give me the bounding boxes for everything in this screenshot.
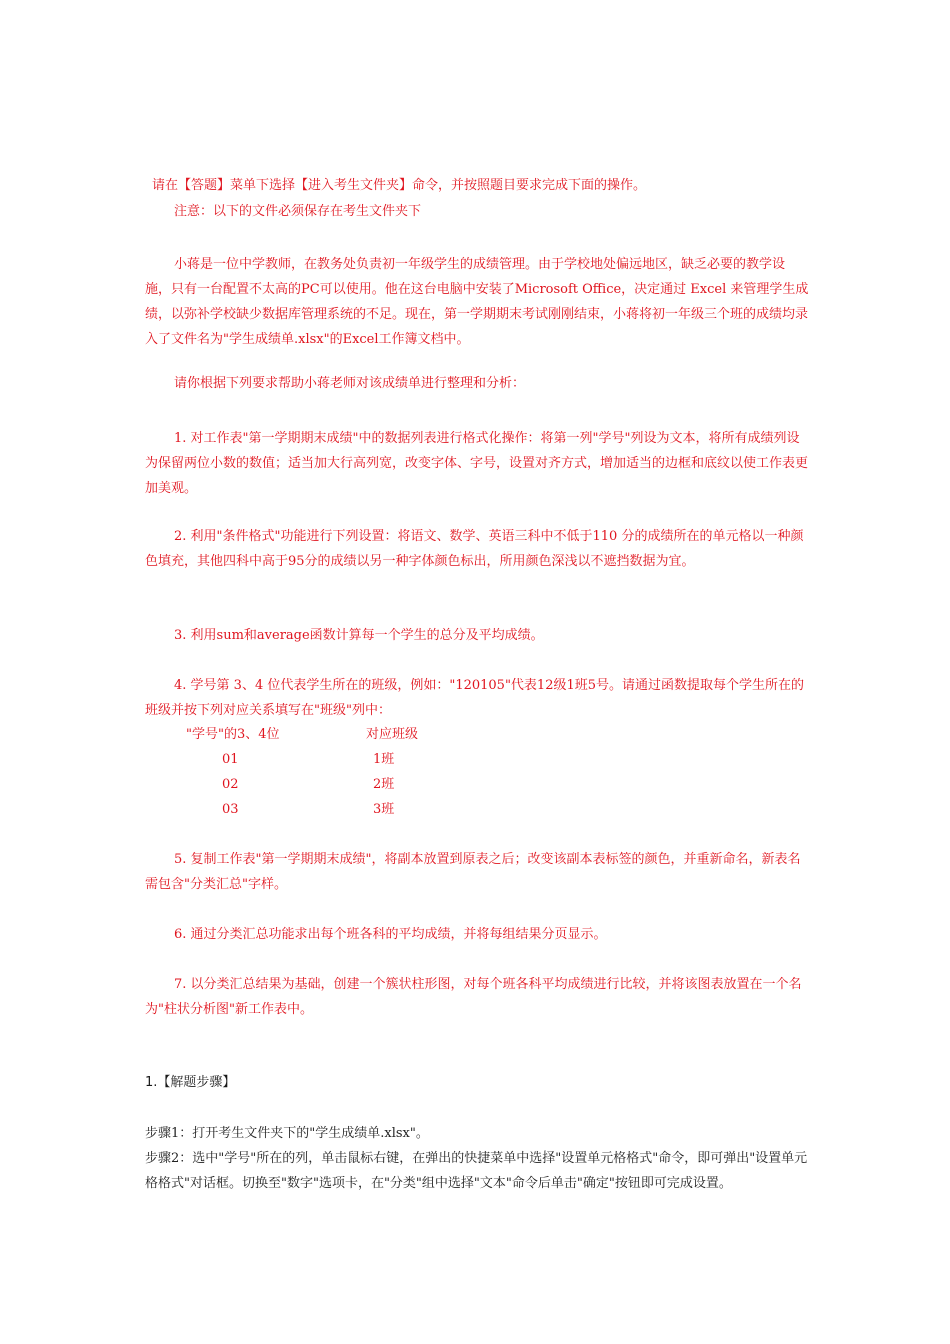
- table-header-class: 对应班级: [366, 727, 419, 742]
- task-5: 5. 复制工作表"第一学期期末成绩"，将副本放置到原表之后；改变该副本表标签的颜色，并重新命名，新表名需包含"分类汇总"字样。: [145, 852, 801, 892]
- table-cell-code: 02: [222, 777, 239, 792]
- task-3: 3. 利用sum和average函数计算每一个学生的总分及平均成绩。: [174, 628, 544, 643]
- table-cell-code: 03: [222, 802, 239, 817]
- solution-step-2: 步骤2：选中"学号"所在的列，单击鼠标右键，在弹出的快捷菜单中选择"设置单元格格式"命令，即可弹出"设置单元格格式"对话框。切换至"数字"选项卡，在"分类"组中选择"文本"命令后单击"确定"按钮即可完成设置。: [145, 1151, 808, 1191]
- task-6: 6. 通过分类汇总功能求出每个班各科的平均成绩，并将每组结果分页显示。: [174, 927, 607, 942]
- solution-step-1: 步骤1：打开考生文件夹下的"学生成绩单.xlsx"。: [145, 1126, 429, 1141]
- table-cell-code: 01: [222, 752, 239, 767]
- notice-line: 注意：以下的文件必须保存在考生文件夹下: [174, 204, 422, 219]
- table-header-code: "学号"的3、4位: [186, 727, 280, 742]
- task-7: 7. 以分类汇总结果为基础，创建一个簇状柱形图，对每个班各科平均成绩进行比较，并将该图表放置在一个名为"柱状分析图"新工作表中。: [145, 977, 802, 1017]
- intro-paragraph: 小蒋是一位中学教师，在教务处负责初一年级学生的成绩管理。由于学校地处偏远地区，缺乏必要的教学设施，只有一台配置不太高的PC可以使用。他在这台电脑中安装了Microsoft Office，决定通过 Excel 来管理学生成绩，以弥补学校缺少数据库管理系统的不足。现在，第一学期期末考试刚刚结束，小蒋将初一年级三个班的成绩均录入了文件名为"学生成绩单.xlsx"的Excel工作簿文档中。: [145, 257, 809, 347]
- instruction-line: 请在【答题】菜单下选择【进入考生文件夹】命令，并按照题目要求完成下面的操作。: [152, 178, 647, 193]
- table-cell-class: 1班: [373, 752, 395, 767]
- table-cell-class: 3班: [373, 802, 395, 817]
- table-cell-class: 2班: [373, 777, 395, 792]
- task-2: 2. 利用"条件格式"功能进行下列设置：将语文、数学、英语三科中不低于110 分的成绩所在的单元格以一种颜色填充，其他四科中高于95分的成绩以另一种字体颜色标出，所用颜色深浅以不遮挡数据为宜。: [145, 529, 804, 569]
- request-line: 请你根据下列要求帮助小蒋老师对该成绩单进行整理和分析：: [174, 376, 526, 391]
- task-1: 1. 对工作表"第一学期期末成绩"中的数据列表进行格式化操作：将第一列"学号"列设为文本，将所有成绩列设为保留两位小数的数值；适当加大行高列宽，改变字体、字号，设置对齐方式，增加适当的边框和底纹以使工作表更加美观。: [145, 431, 809, 496]
- solution-heading: 1.【解题步骤】: [145, 1075, 236, 1090]
- task-4: 4. 学号第 3、4 位代表学生所在的班级，例如："120105"代表12级1班5号。请通过函数提取每个学生所在的班级并按下列对应关系填写在"班级"列中：: [145, 678, 805, 718]
